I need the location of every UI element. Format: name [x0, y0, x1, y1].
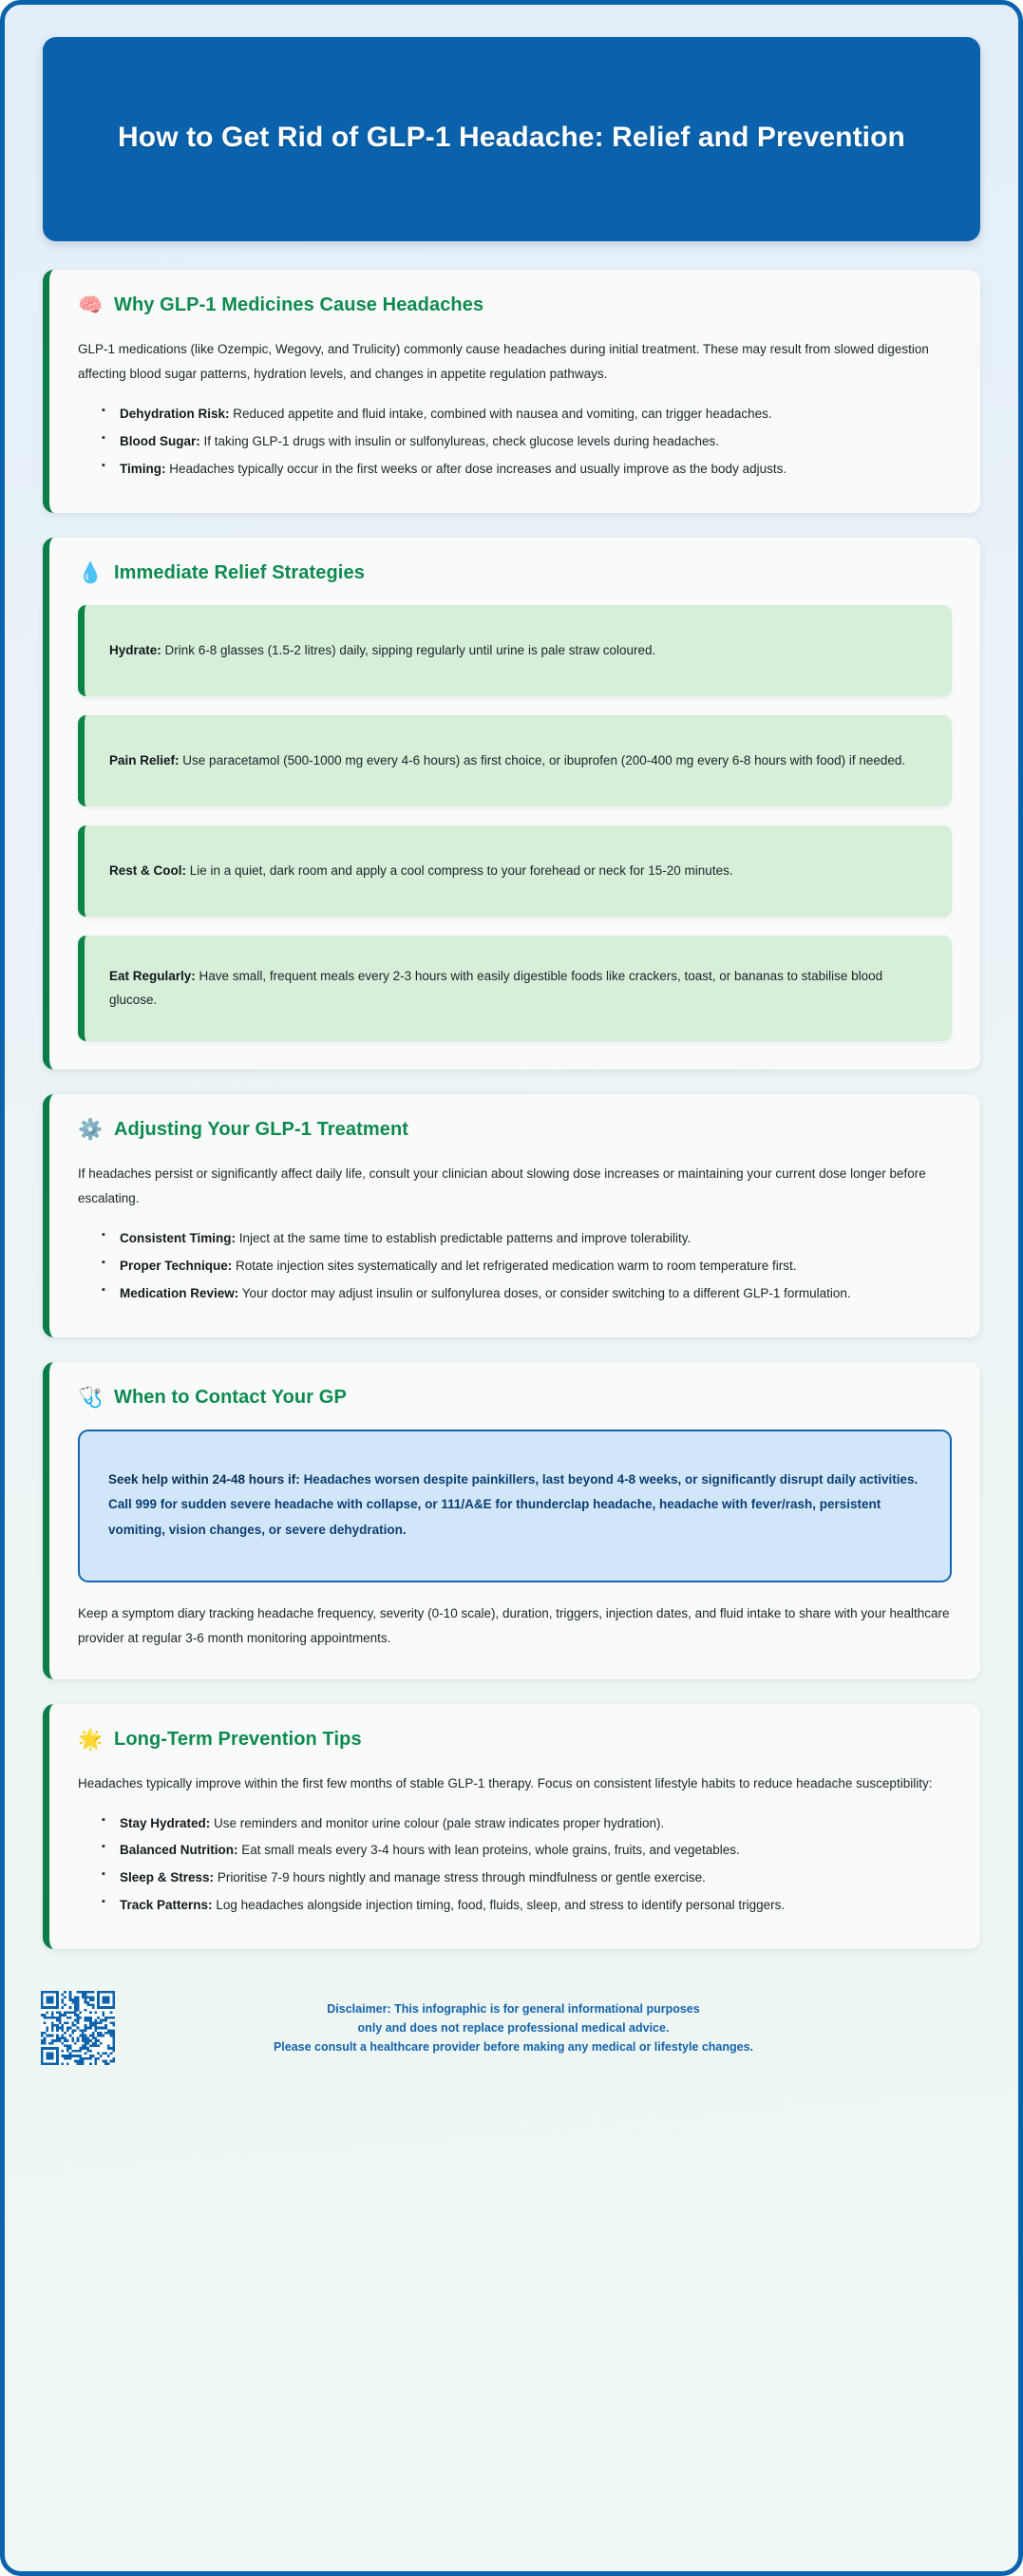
- alert-body: Headaches worsen despite painkillers, last beyond 4-8 weeks, or significantly disrupt daily activities. Call 999 for sudden severe headache with collapse, or 111/A&E for thunderclap headache, headache with fever/rash, persistent vomiting, vision changes, or severe dehydration.: [108, 1471, 919, 1537]
- list-item: [120, 1281, 952, 1306]
- footer: [26, 1974, 997, 2078]
- stethoscope-icon: 🩺: [78, 1386, 104, 1409]
- section-prevention-tips: [43, 1704, 980, 1950]
- tip-content: [109, 748, 905, 773]
- bullet-label: Timing:: [120, 461, 166, 476]
- section-adjusting-treatment: [43, 1094, 980, 1337]
- disclaimer-text: [115, 1999, 978, 2057]
- brain-icon: 🧠: [78, 294, 104, 316]
- warning-alert-box: [78, 1430, 952, 1582]
- section-title: Why GLP-1 Medicines Cause Headaches: [114, 294, 484, 315]
- tip-box: [78, 715, 952, 806]
- list-item: [120, 1893, 952, 1918]
- page-title: How to Get Rid of GLP-1 Headache: Relief and Prevention: [118, 122, 905, 154]
- section-header: [78, 1119, 952, 1141]
- bullet-text: Log headaches alongside injection timing, food, fluids, sleep, and stress to identify personal triggers.: [216, 1898, 786, 1913]
- bullet-text: Reduced appetite and fluid intake, combined with nausea and vomiting, can trigger headaches.: [233, 406, 772, 421]
- alert-label: Seek help within 24-48 hours if:: [108, 1471, 300, 1487]
- water-drop-icon: 💧: [78, 561, 104, 584]
- tip-box: [78, 936, 952, 1042]
- section-title: Adjusting Your GLP-1 Treatment: [114, 1119, 409, 1141]
- bullet-list: [78, 1811, 952, 1919]
- glowing-star-icon: 🌟: [78, 1728, 104, 1751]
- bullet-text: If taking GLP-1 drugs with insulin or sulfonylureas, check glucose levels during headaches.: [203, 433, 720, 448]
- tip-content: [109, 638, 655, 663]
- disclaimer-line-3: Please consult a healthcare provider before making any medical or lifestyle changes.: [273, 2040, 754, 2055]
- section-paragraph: Keep a symptom diary tracking headache frequency, severity (0-10 scale), duration, triggers, injection dates, and fluid intake to share with your healthcare provider at regular 3-6 month monitoring appointments.: [78, 1605, 950, 1645]
- disclaimer-line-2: only and does not replace professional medical advice.: [357, 2021, 670, 2036]
- section-contact-gp: [43, 1362, 980, 1679]
- tip-body: Have small, frequent meals every 2-3 hours with easily digestible foods like crackers, toast, or bananas to stabilise blood glucose.: [109, 968, 883, 1008]
- section-header: [78, 1387, 952, 1409]
- section-paragraph: Headaches typically improve within the first few months of stable GLP-1 therapy. Focus on consistent lifestyle habits to reduce headache susceptibility:: [78, 1775, 933, 1790]
- section-title: Long-Term Prevention Tips: [114, 1728, 362, 1750]
- tip-body: Drink 6-8 glasses (1.5-2 litres) daily, sipping regularly until urine is pale straw coloured.: [164, 642, 656, 657]
- bullet-label: Dehydration Risk:: [120, 406, 230, 421]
- tip-content: [109, 964, 927, 1013]
- section-header: [78, 1729, 952, 1751]
- list-item: [120, 1226, 952, 1251]
- bullet-text: Prioritise 7-9 hours nightly and manage stress through mindfulness or gentle exercise.: [217, 1870, 706, 1885]
- bullet-text: Inject at the same time to establish predictable patterns and improve tolerability.: [238, 1231, 691, 1246]
- tip-body: Lie in a quiet, dark room and apply a cool compress to your forehead or neck for 15-20 minutes.: [189, 862, 733, 878]
- tip-label: Hydrate:: [109, 642, 161, 657]
- section-paragraph: GLP-1 medications (like Ozempic, Wegovy, and Trulicity) commonly cause headaches during initial treatment. These may result from slowed digestion affecting blood sugar patterns, hydration levels, and changes in appetite regulation pathways.: [78, 342, 929, 381]
- bullet-text: Use reminders and monitor urine colour (pale straw indicates proper hydration).: [214, 1815, 665, 1830]
- section-immediate-relief: [43, 538, 980, 1070]
- tip-content: [109, 859, 733, 883]
- bullet-label: Stay Hydrated:: [120, 1815, 211, 1830]
- tip-label: Eat Regularly:: [109, 968, 196, 983]
- bullet-text: Eat small meals every 3-4 hours with lean proteins, whole grains, fruits, and vegetables.: [241, 1843, 740, 1858]
- bullet-text: Your doctor may adjust insulin or sulfonylurea doses, or consider switching to a different GLP-1 formulation.: [241, 1285, 851, 1300]
- section-header: [78, 562, 952, 584]
- bullet-label: Blood Sugar:: [120, 433, 200, 448]
- list-item: [120, 1866, 952, 1890]
- qr-code[interactable]: [41, 1991, 115, 2065]
- bullet-label: Balanced Nutrition:: [120, 1843, 238, 1858]
- list-item: [120, 1811, 952, 1836]
- tip-box: [78, 605, 952, 696]
- list-item: [120, 402, 952, 426]
- list-item: [120, 1838, 952, 1863]
- header-banner: [43, 37, 980, 241]
- section-why-headaches: [43, 270, 980, 513]
- tip-body: Use paracetamol (500-1000 mg every 4-6 hours) as first choice, or ibuprofen (200-400 mg every 6-8 hours with food) if needed.: [182, 752, 906, 767]
- tip-label: Rest & Cool:: [109, 862, 186, 878]
- disclaimer-label: Disclaimer:: [327, 2001, 391, 2016]
- bullet-label: Track Patterns:: [120, 1898, 213, 1913]
- section-title: When to Contact Your GP: [114, 1386, 347, 1408]
- bullet-label: Medication Review:: [120, 1285, 239, 1300]
- bullet-label: Consistent Timing:: [120, 1231, 237, 1246]
- tip-box: [78, 825, 952, 917]
- gear-icon: ⚙️: [78, 1119, 104, 1142]
- disclaimer-line-1: This infographic is for general informational purposes: [390, 2001, 700, 2016]
- section-header: [78, 294, 952, 316]
- list-item: [120, 457, 952, 482]
- alert-content: [108, 1468, 921, 1543]
- bullet-label: Proper Technique:: [120, 1259, 233, 1274]
- section-title: Immediate Relief Strategies: [114, 561, 365, 583]
- bullet-list: [78, 402, 952, 482]
- tip-label: Pain Relief:: [109, 752, 180, 767]
- bullet-text: Rotate injection sites systematically and let refrigerated medication warm to room temperature first.: [236, 1259, 797, 1274]
- bullet-label: Sleep & Stress:: [120, 1870, 215, 1885]
- list-item: [120, 1254, 952, 1279]
- section-paragraph: If headaches persist or significantly affect daily life, consult your clinician about slowing dose increases or maintaining your current dose longer before escalating.: [78, 1166, 926, 1206]
- list-item: [120, 429, 952, 454]
- bullet-text: Headaches typically occur in the first weeks or after dose increases and usually improve as the body adjusts.: [169, 461, 787, 476]
- bullet-list: [78, 1226, 952, 1306]
